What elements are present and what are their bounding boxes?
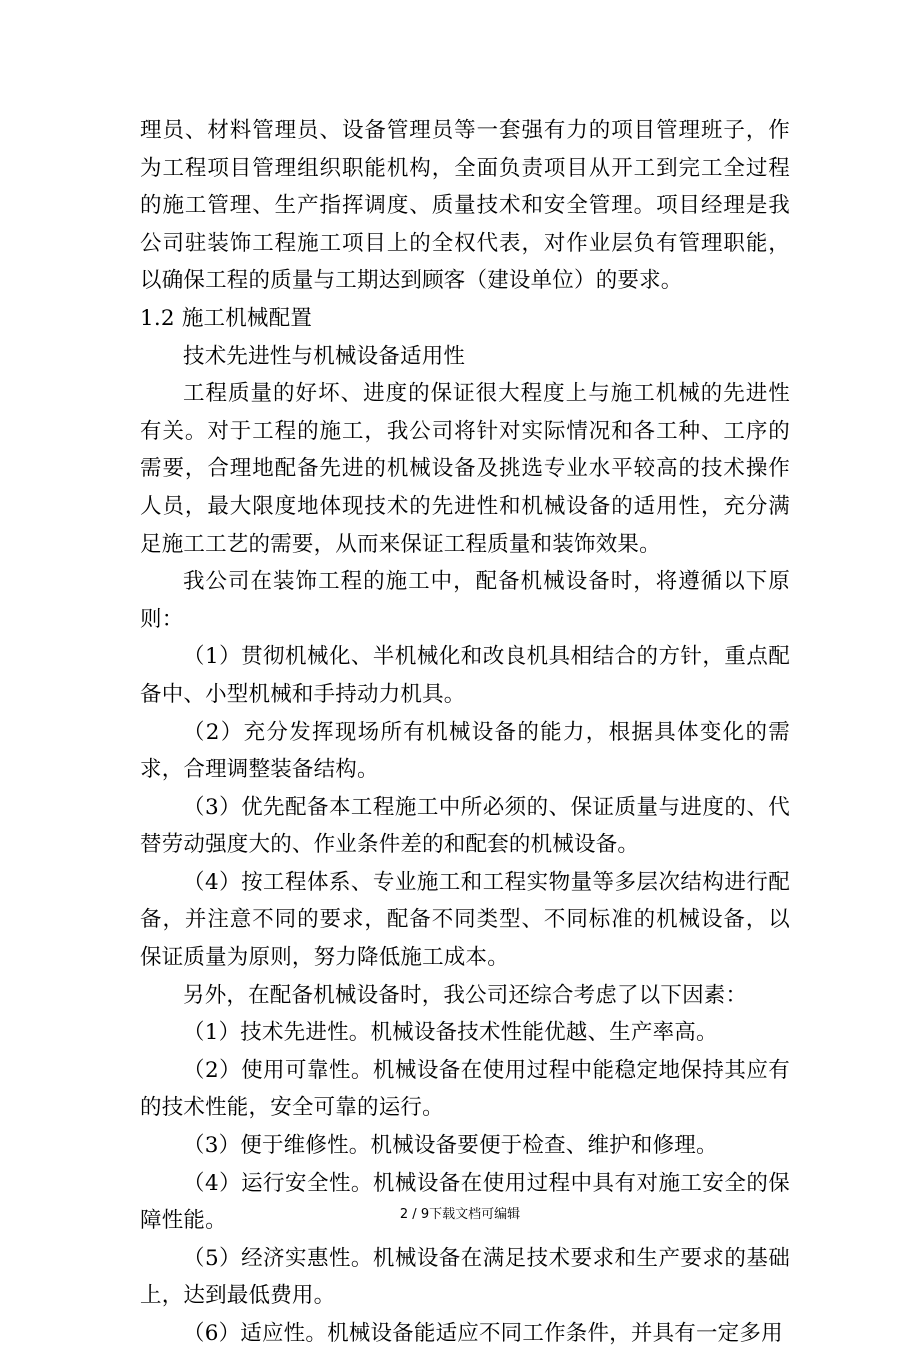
subsection-heading: 技术先进性与机械设备适用性 (183, 343, 466, 369)
list-item: （1）技术先进性。机械设备技术性能优越、生产率高。 (183, 1020, 718, 1046)
paragraph: 工程质量的好坏、进度的保证很大程度上与施工机械的先进性有关。对于工程的施工，我公司将针对实际情况和各工种、工序的需要，合理地配备先进的机械设备及挑选专业水平较高的技术操作人员，最大限度地体现技术的先进性和机械设备的适用性，充分满足施工工艺的需要，从而来保证工程质量和装饰效果。 (140, 381, 790, 557)
paragraph-continuation: 理员、材料管理员、设备管理员等一套强有力的项目管理班子，作为工程项目管理组织职能机构，全面负责项目从开工到完工全过程的施工管理、生产指挥调度、质量技术和安全管理。项目经理是我公司驻装饰工程施工项目上的全权代表，对作业层负有管理职能，以确保工程的质量与工期达到顾客（建设单位）的要求。 (140, 118, 790, 294)
list-item: （6）适应性。机械设备能适应不同工作条件，并具有一定多用 (183, 1321, 783, 1346)
list-item: （4）运行安全性。机械设备在使用过程中具有对施工安全的保障性能。 (140, 1170, 790, 1234)
list-item: （3）优先配备本工程施工中所必须的、保证质量与进度的、代替劳动强度大的、作业条件差的和配套的机械设备。 (140, 794, 790, 858)
list-item: （1）贯彻机械化、半机械化和改良机具相结合的方针，重点配备中、小型机械和手持动力机具。 (140, 644, 790, 707)
list-item: （3）便于维修性。机械设备要便于检查、维护和修理。 (183, 1133, 718, 1159)
paragraph: 我公司在装饰工程的施工中，配备机械设备时，将遵循以下原则： (140, 569, 790, 632)
list-item: （5）经济实惠性。机械设备在满足技术要求和生产要求的基础上，达到最低费用。 (140, 1245, 790, 1309)
list-item: （4）按工程体系、专业施工和工程实物量等多层次结构进行配备，并注意不同的要求，配备不同类型、不同标准的机械设备，以保证质量为原则，努力降低施工成本。 (140, 869, 790, 971)
document-body (140, 112, 790, 1353)
section-heading: 1.2 施工机械配置 (140, 305, 313, 331)
list-item: （2）使用可靠性。机械设备在使用过程中能稳定地保持其应有的技术性能，安全可靠的运行。 (140, 1057, 790, 1121)
paragraph: 另外，在配备机械设备时，我公司还综合考虑了以下因素： (183, 982, 748, 1008)
page-footer: 2 / 9下载文档可编辑 (399, 1207, 521, 1222)
list-item: （2）充分发挥现场所有机械设备的能力，根据具体变化的需求，合理调整装备结构。 (140, 719, 790, 783)
